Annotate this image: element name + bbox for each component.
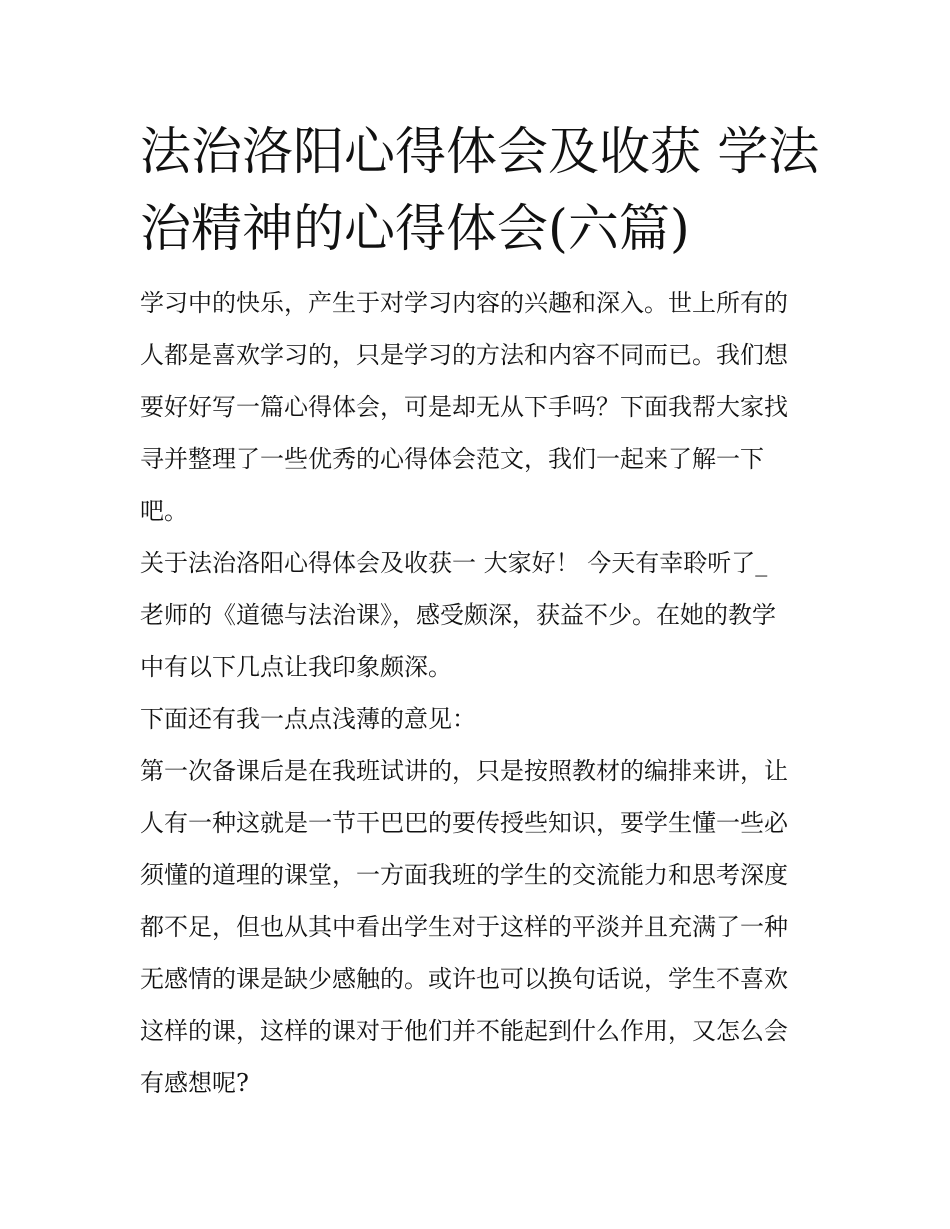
paragraph-opinion-intro	[140, 693, 820, 745]
text-line: 吧。	[140, 497, 188, 525]
paragraph-intro	[140, 277, 820, 537]
text-line: 都不足，但也从其中看出学生对于这样的平淡并且充满了一种	[140, 913, 788, 941]
document-title	[140, 114, 820, 268]
text-line: 学习中的快乐，产生于对学习内容的兴趣和深入。世上所有的	[140, 289, 788, 317]
text-line: 关于法治洛阳心得体会及收获一 大家好！ 今天有幸聆听了_	[140, 549, 768, 577]
text-line: 寻并整理了一些优秀的心得体会范文，我们一起来了解一下	[140, 445, 764, 473]
text-line: 无感情的课是缺少感触的。或许也可以换句话说，学生不喜欢	[140, 965, 788, 993]
text-line: 这样的课，这样的课对于他们并不能起到什么作用，又怎么会	[140, 1017, 788, 1045]
text-line: 中有以下几点让我印象颇深。	[140, 653, 452, 681]
text-line: 第一次备课后是在我班试讲的，只是按照教材的编排来讲，让	[140, 757, 788, 785]
paragraph-section-one	[140, 537, 820, 693]
text-line: 下面还有我一点点浅薄的意见：	[140, 705, 476, 733]
text-line: 要好好写一篇心得体会，可是却无从下手吗？下面我帮大家找	[140, 393, 788, 421]
paragraph-first-lesson	[140, 745, 820, 1109]
text-line: 人有一种这就是一节干巴巴的要传授些知识，要学生懂一些必	[140, 809, 788, 837]
text-line: 老师的《道德与法治课》，感受颇深，获益不少。在她的教学	[140, 601, 776, 629]
text-line: 有感想呢?	[140, 1069, 249, 1097]
document-body	[140, 277, 820, 1109]
title-line-1: 法治洛阳心得体会及收获 学法	[140, 123, 820, 182]
text-line: 人都是喜欢学习的，只是学习的方法和内容不同而已。我们想	[140, 341, 788, 369]
title-line-2: 治精神的心得体会(六篇)	[140, 200, 690, 259]
text-line: 须懂的道理的课堂，一方面我班的学生的交流能力和思考深度	[140, 861, 788, 889]
